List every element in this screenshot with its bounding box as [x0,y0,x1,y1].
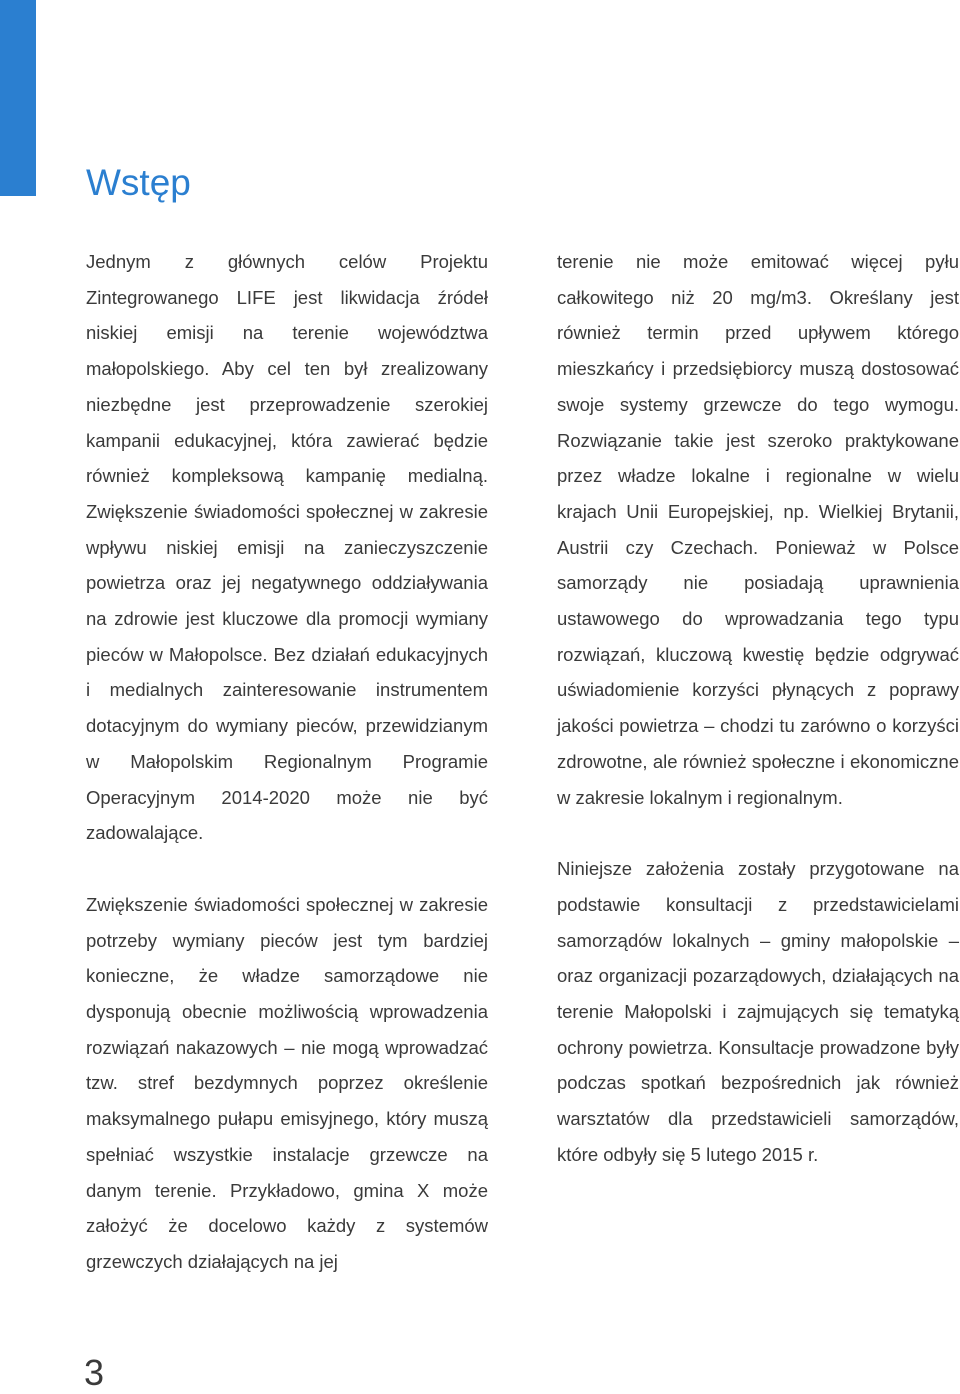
page-title: Wstęp [86,162,191,203]
paragraph-continuation: terenie nie może emitować więcej pyłu całkowitego niż 20 mg/m3. Określany jest również termin przed upływem którego mieszkańcy i przedsiębiorcy muszą dostosować swoje systemy grzewcze do tego wymogu. Rozwiązanie takie jest szeroko praktykowane przez władze lokalne i regionalne w wielu krajach Unii Europejskiej, np. Wielkiej Brytanii, Austrii czy Czechach. Ponieważ w Polsce samorządy nie posiadają uprawnienia ustawowego do wprowadzania tego typu rozwiązań, kluczową kwestię będzie odgrywać uświadomienie korzyści płynących z poprawy jakości powietrza – chodzi tu zarówno o korzyści zdrowotne, ale również społeczne i ekonomiczne w zakresie lokalnym i regionalnym. [557,251,959,808]
left-column [86,244,488,1280]
right-column [557,244,959,1173]
paragraph-consultations: Niniejsze założenia zostały przygotowane na podstawie konsultacji z przedstawicielami samorządów lokalnych – gminy małopolskie – oraz organizacji pozarządowych, działających na terenie Małopolski i zajmujących się tematyką ochrony powietrza. Konsultacje prowadzone były podczas spotkań bezpośrednich jak również warsztatów dla przedstawicieli samorządów, które odbyły się 5 lutego 2015 r. [557,858,959,1165]
paragraph-awareness: Zwiększenie świadomości społecznej w zakresie potrzeby wymiany pieców jest tym bardziej konieczne, że władze samorządowe nie dysponują obecnie możliwością wprowadzenia rozwiązań nakazowych – nie mogą wprowadzać tzw. stref bezdymnych poprzez określenie maksymalnego pułapu emisyjnego, który muszą spełniać wszystkie instalacje grzewcze na danym terenie. Przykładowo, gmina X może założyć że docelowo każdy z systemów grzewczych działających na jej [86,893,488,1272]
paragraph-intro: Jednym z głównych celów Projektu Zintegrowanego LIFE jest likwidacja źródeł niskiej emisji na terenie województwa małopolskiego. Aby cel ten był zrealizowany niezbędne jest przeprowadzenie szerokiej kampanii edukacyjnej, która zawierać będzie również kompleksową kampanię medialną. Zwiększenie świadomości społecznej w zakresie wpływu niskiej emisji na zanieczyszczenie powietrza oraz jej negatywnego oddziaływania na zdrowie jest kluczowe dla promocji wymiany pieców w Małopolsce. Bez działań edukacyjnych i medialnych zainteresowanie instrumentem dotacyjnym do wymiany pieców, przewidzianym w Małopolskim Regionalnym Programie Operacyjnym 2014-2020 może nie być zadowalające. [86,251,488,844]
accent-bar [0,0,36,196]
page-number: 3 [84,1352,105,1393]
